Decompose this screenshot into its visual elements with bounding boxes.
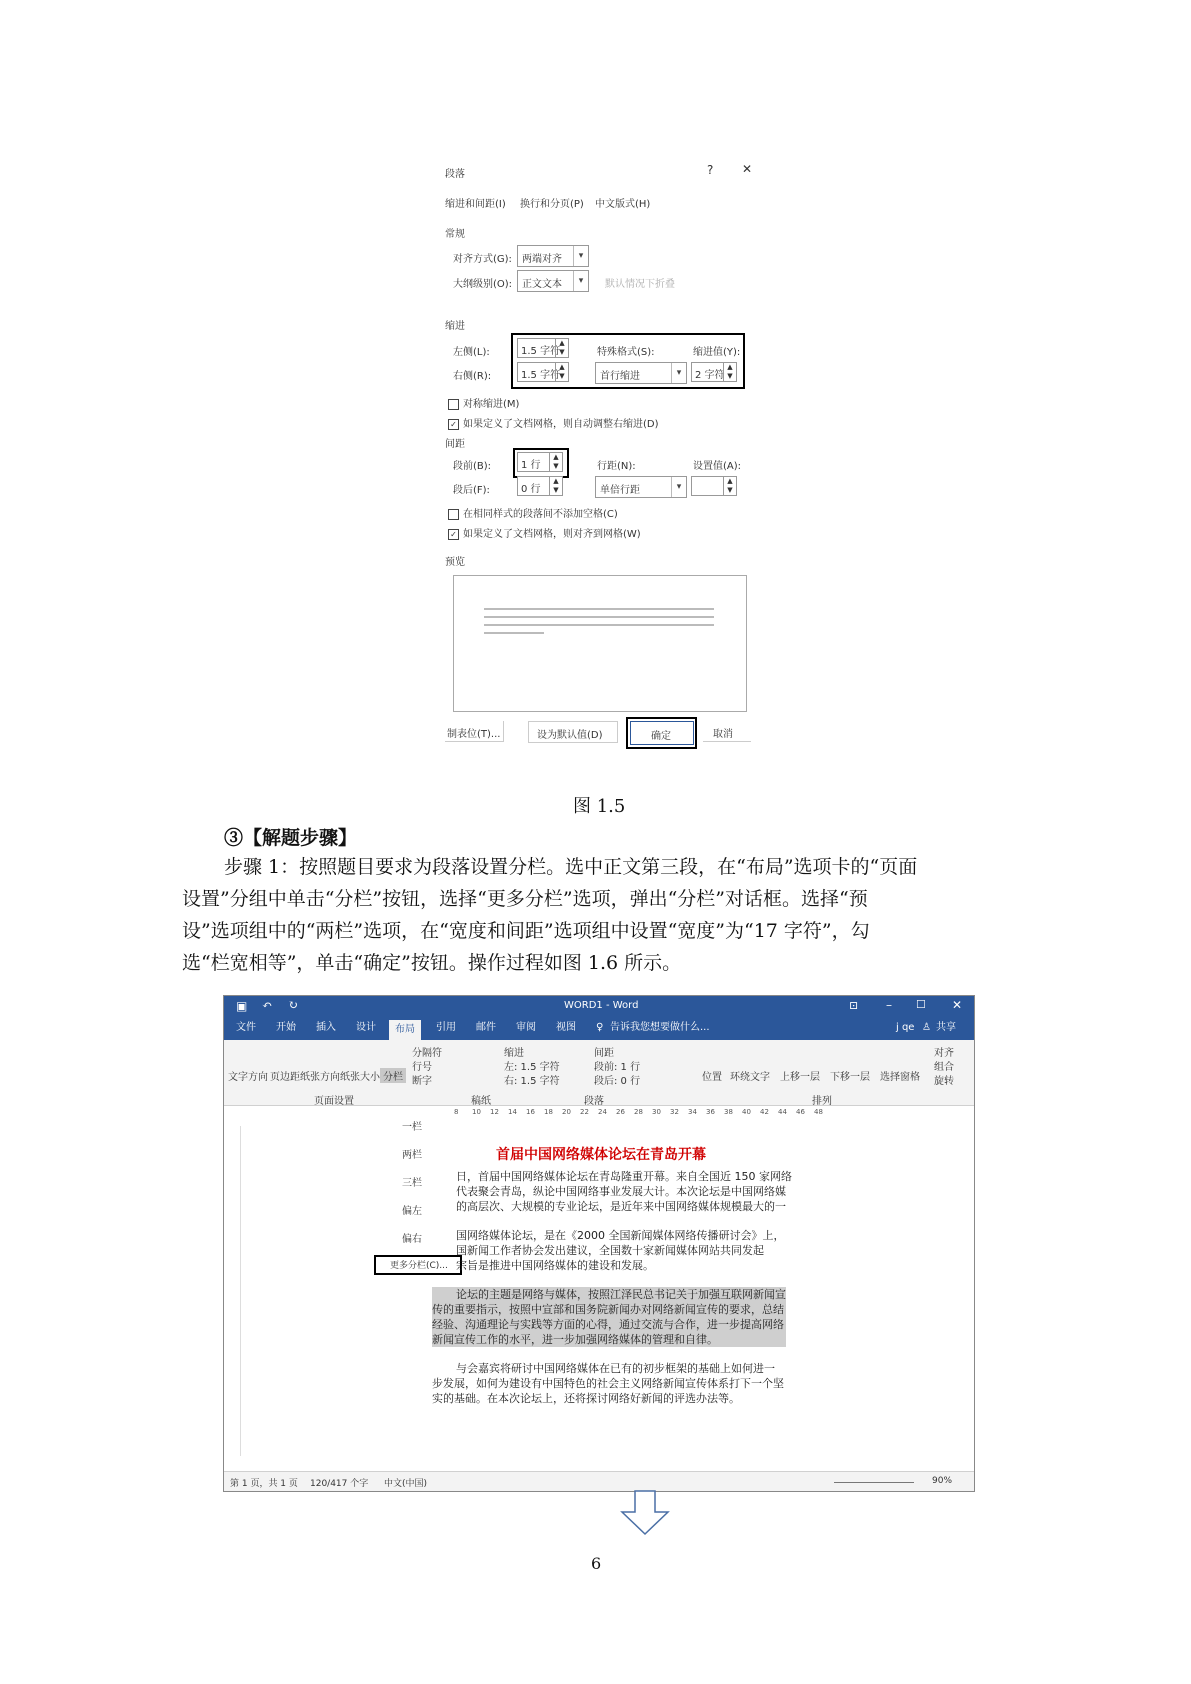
tab-layout[interactable]: 布局 xyxy=(389,1020,421,1040)
columns-right[interactable]: 偏右 xyxy=(402,1234,422,1245)
indent-left-field[interactable]: 左: 1.5 字符 xyxy=(504,1062,560,1073)
bring-forward-button[interactable]: 上移一层 xyxy=(780,1072,820,1083)
space-before-field[interactable]: 段前: 1 行 xyxy=(594,1062,641,1073)
doc-line: 论坛的主题是网络与媒体，按照江泽民总书记关于加强互联网新闻宣 xyxy=(456,1288,786,1301)
zoom-level[interactable]: 90% xyxy=(932,1476,953,1486)
ruler-tick-label: 10 xyxy=(472,1108,481,1116)
ruler-tick-label: 30 xyxy=(652,1108,661,1116)
breaks-button[interactable]: 分隔符 xyxy=(412,1048,442,1059)
doc-line: 实的基础。在本次论坛上，还将探讨网络好新闻的评选办法等。 xyxy=(432,1392,740,1405)
after-label: 段后(F): xyxy=(453,485,490,496)
chevron-down-icon: ▾ xyxy=(671,363,686,383)
user-name[interactable]: j qe xyxy=(896,1022,915,1033)
set-default-button[interactable] xyxy=(528,721,618,743)
indent-right-field[interactable]: 右: 1.5 字符 xyxy=(504,1076,560,1087)
before-highlight-box xyxy=(513,448,569,478)
status-page[interactable]: 第 1 页，共 1 页 xyxy=(230,1479,298,1489)
left-label: 左侧(L): xyxy=(453,347,490,358)
save-icon[interactable]: ▣ xyxy=(236,999,248,1013)
spinner-arrows-icon[interactable]: ▲ ▼ xyxy=(723,363,736,381)
more-columns-highlight-box xyxy=(374,1255,462,1275)
align-button[interactable]: 对齐 xyxy=(934,1048,954,1059)
no-space-label: 在相同样式的段落间不添加空格(C) xyxy=(463,509,618,520)
doc-line: 新闻宣传工作的水平，进一步加强网络媒体的管理和自律。 xyxy=(432,1333,718,1346)
mirror-label: 对称缩进(M) xyxy=(463,399,520,410)
spinner-arrows-icon[interactable]: ▲ ▼ xyxy=(549,453,562,471)
ruler-tick-label: 40 xyxy=(742,1108,751,1116)
special-value: 首行缩进 xyxy=(600,371,640,382)
align-select[interactable] xyxy=(517,245,589,267)
close-icon[interactable]: ✕ xyxy=(742,162,753,176)
preview-heading: 预览 xyxy=(445,557,465,568)
zoom-slider[interactable] xyxy=(834,1482,914,1483)
doc-line: 国网络媒体论坛，是在《2000 全国新闻媒体网络传播研讨会》上， xyxy=(456,1229,785,1242)
window-title: WORD1 - Word xyxy=(564,1000,639,1011)
right-label: 右侧(R): xyxy=(453,371,492,382)
redo-icon[interactable]: ↻ xyxy=(288,998,299,1012)
down-arrow-icon xyxy=(620,1490,670,1536)
ruler-tick-label: 20 xyxy=(562,1108,571,1116)
columns-menu xyxy=(374,1108,449,1273)
step1-paragraph xyxy=(182,851,1012,979)
share-button[interactable]: 共享 xyxy=(936,1022,956,1033)
ruler-tick-label: 32 xyxy=(670,1108,679,1116)
ok-highlight-box xyxy=(626,717,697,749)
spacing-heading: 间距 xyxy=(445,439,465,450)
lightbulb-icon: ♀ xyxy=(596,1022,604,1033)
before-label: 段前(B): xyxy=(453,461,492,472)
tab-insert[interactable]: 插入 xyxy=(316,1022,336,1033)
margins-button[interactable]: 页边距 xyxy=(270,1072,300,1083)
doc-line: 传的重要指示，按照中宣部和国务院新闻办对网络新闻宣传的要求，总结 xyxy=(432,1303,784,1316)
step1-line: 步骤 1：按照题目要求为段落设置分栏。选中正文第三段，在“布局”选项卡的“页面 xyxy=(224,856,918,878)
send-backward-button[interactable]: 下移一层 xyxy=(830,1072,870,1083)
status-words[interactable]: 120/417 个字 xyxy=(310,1479,369,1489)
ruler-tick-label: 38 xyxy=(724,1108,733,1116)
columns-button[interactable]: 分栏 xyxy=(380,1068,406,1083)
after-value: 0 行 xyxy=(521,484,541,495)
tab-mailings[interactable]: 邮件 xyxy=(476,1022,496,1033)
indent-heading: 缩进 xyxy=(445,321,465,332)
section-heading: ③【解题步骤】 xyxy=(224,827,358,849)
doc-line: 国新闻工作者协会发出建议，全国数十家新闻媒体网站共同发起 xyxy=(456,1244,764,1257)
undo-icon[interactable]: ↶ xyxy=(262,998,273,1012)
indent-by-label: 缩进值(Y): xyxy=(693,347,741,358)
group-page-setup: 页面设置 xyxy=(314,1096,354,1107)
indent-highlight-box xyxy=(511,333,745,389)
doc-line: 代表聚会青岛，纵论中国网络事业发展大计。本次论坛是中国网络媒 xyxy=(456,1185,786,1198)
preview-text-line xyxy=(484,624,714,626)
right-indent-value: 1.5 字符 xyxy=(521,370,561,381)
ruler-tick-label: 18 xyxy=(544,1108,553,1116)
at-label: 设置值(A): xyxy=(693,461,742,472)
align-label: 对齐方式(G): xyxy=(453,254,512,265)
page-number: 6 xyxy=(591,1554,602,1573)
ruler-tick-label: 22 xyxy=(580,1108,589,1116)
ribbon-display-icon[interactable]: ⊡ xyxy=(849,999,859,1012)
special-label: 特殊格式(S): xyxy=(597,347,655,358)
group-button[interactable]: 组合 xyxy=(934,1062,954,1073)
preview-text-line xyxy=(484,616,714,618)
orientation-button[interactable]: 纸张方向 xyxy=(300,1072,340,1083)
wrap-text-button[interactable]: 环绕文字 xyxy=(730,1072,770,1083)
columns-two[interactable]: 两栏 xyxy=(402,1150,422,1161)
preview-text-line xyxy=(484,608,714,610)
chevron-down-icon: ▾ xyxy=(573,246,588,266)
group-arrange: 排列 xyxy=(812,1096,832,1107)
tabs-button[interactable] xyxy=(445,721,504,742)
horizontal-ruler xyxy=(454,1108,824,1122)
outline-value: 正文文本 xyxy=(522,279,562,290)
doc-line: 与会嘉宾将研讨中国网络媒体在已有的初步框架的基础上如何进一 xyxy=(456,1362,775,1375)
spinner-arrows-icon[interactable]: ▲ ▼ xyxy=(555,339,568,357)
doc-line: 经验、沟通理论与实践等方面的心得，通过交流与合作，进一步提高网络 xyxy=(432,1318,784,1331)
checkbox-icon xyxy=(448,399,459,410)
ruler-tick-label: 12 xyxy=(490,1108,499,1116)
selection-pane-button[interactable]: 选择窗格 xyxy=(880,1072,920,1083)
ruler-tick-label: 26 xyxy=(616,1108,625,1116)
left-indent-value: 1.5 字符 xyxy=(521,346,561,357)
chevron-down-icon: ▾ xyxy=(573,271,588,291)
doc-para-4 xyxy=(432,1361,784,1406)
text-direction-button[interactable]: 文字方向 xyxy=(228,1072,268,1083)
ruler-tick-label: 24 xyxy=(598,1108,607,1116)
tell-me-search[interactable]: 告诉我您想要做什么... xyxy=(610,1022,710,1033)
doc-line: 宗旨是推进中国网络媒体的建设和发展。 xyxy=(456,1259,654,1272)
title-bar xyxy=(224,996,974,1018)
columns-one[interactable]: 一栏 xyxy=(402,1122,422,1133)
snap-grid-label: 如果定义了文档网格，则对齐到网格(W) xyxy=(463,529,641,540)
line-spacing-label: 行距(N): xyxy=(597,461,636,472)
word-window xyxy=(223,995,975,1492)
before-value: 1 行 xyxy=(521,460,541,471)
step1-line: 选“栏宽相等”，单击“确定”按钮。操作过程如图 1.6 所示。 xyxy=(182,952,682,974)
rotate-button[interactable]: 旋转 xyxy=(934,1076,954,1087)
columns-left[interactable]: 偏左 xyxy=(402,1206,422,1217)
tab-references[interactable]: 引用 xyxy=(436,1022,456,1033)
spinner-arrows-icon[interactable]: ▲ ▼ xyxy=(555,363,568,381)
doc-para-1 xyxy=(456,1169,792,1214)
space-after-field[interactable]: 段后: 0 行 xyxy=(594,1076,641,1087)
mirror-checkbox[interactable] xyxy=(448,395,519,410)
doc-para-2 xyxy=(456,1228,785,1273)
preview-text-line xyxy=(484,632,544,634)
size-button[interactable]: 纸张大小 xyxy=(340,1072,380,1083)
tab-line-page-breaks[interactable]: 换行和分页(P) xyxy=(520,199,584,210)
spacing-label: 间距 xyxy=(594,1048,614,1059)
auto-indent-label: 如果定义了文档网格，则自动调整右缩进(D) xyxy=(463,419,659,430)
line-numbers-button[interactable]: 行号 xyxy=(412,1062,432,1073)
dialog-title: 段落 xyxy=(445,169,465,180)
align-value: 两端对齐 xyxy=(522,254,562,265)
status-bar xyxy=(224,1471,974,1492)
step1-line: 设”选项组中的“两栏”选项，在“宽度和间距”选项组中设置“宽度”为“17 字符”，勾 xyxy=(182,920,870,942)
chevron-down-icon: ▾ xyxy=(671,477,686,497)
spinner-arrows-icon[interactable]: ▲ ▼ xyxy=(723,477,736,495)
ruler-tick-label: 16 xyxy=(526,1108,535,1116)
at-spinner[interactable] xyxy=(691,476,737,496)
tab-asian-typography[interactable]: 中文版式(H) xyxy=(595,199,651,210)
cancel-button[interactable] xyxy=(703,721,751,742)
ruler-tick-label: 42 xyxy=(760,1108,769,1116)
group-draft: 稿纸 xyxy=(471,1096,491,1107)
indent-by-value: 2 字符 xyxy=(695,370,725,381)
general-heading: 常规 xyxy=(445,229,465,240)
more-columns[interactable]: 更多分栏(C)... xyxy=(390,1261,448,1271)
after-spinner[interactable] xyxy=(517,476,563,496)
doc-line: 的高层次、大规模的专业论坛，是近年来中国网络媒体规模最大的一 xyxy=(456,1200,786,1213)
doc-line: 日，首届中国网络媒体论坛在青岛隆重开幕。来自全国近 150 家网络 xyxy=(456,1170,792,1183)
ruler-tick-label: 8 xyxy=(454,1108,459,1116)
ruler-tick-label: 44 xyxy=(778,1108,787,1116)
no-space-checkbox[interactable] xyxy=(448,505,618,520)
set-default-label: 设为默认值(D) xyxy=(537,730,603,741)
line-spacing-select[interactable] xyxy=(595,476,687,498)
maximize-icon[interactable]: ☐ xyxy=(916,998,926,1011)
position-button[interactable]: 位置 xyxy=(702,1072,722,1083)
help-icon[interactable]: ? xyxy=(707,163,714,177)
checkbox-checked-icon: ✓ xyxy=(448,529,459,540)
cancel-button-label: 取消 xyxy=(713,729,733,740)
minimize-icon[interactable]: – xyxy=(886,998,892,1012)
tab-bar xyxy=(224,1018,974,1040)
close-icon[interactable]: ✕ xyxy=(952,998,963,1012)
ok-button-label: 确定 xyxy=(651,731,671,742)
columns-three[interactable]: 三栏 xyxy=(402,1178,422,1189)
ruler-tick-label: 36 xyxy=(706,1108,715,1116)
tab-home[interactable]: 开始 xyxy=(276,1022,296,1033)
snap-grid-checkbox[interactable] xyxy=(448,525,641,540)
outline-label: 大纲级别(O): xyxy=(453,279,513,290)
tab-indent-spacing[interactable]: 缩进和间距(I) xyxy=(445,199,506,210)
step1-line: 设置”分组中单击“分栏”按钮，选择“更多分栏”选项，弹出“分栏”对话框。选择“预 xyxy=(182,888,868,910)
indent-label: 缩进 xyxy=(504,1048,524,1059)
group-paragraph: 段落 xyxy=(584,1096,604,1107)
tabs-button-label: 制表位(T)... xyxy=(447,729,501,740)
checkbox-icon xyxy=(448,509,459,520)
preview-pane xyxy=(453,575,747,712)
ruler-tick-label: 28 xyxy=(634,1108,643,1116)
ruler-tick-label: 46 xyxy=(796,1108,805,1116)
ruler-tick-label: 14 xyxy=(508,1108,517,1116)
tab-view[interactable]: 视图 xyxy=(556,1022,576,1033)
ruler-tick-label: 48 xyxy=(814,1108,823,1116)
status-language[interactable]: 中文(中国) xyxy=(384,1479,428,1489)
line-spacing-value: 单倍行距 xyxy=(600,485,640,496)
doc-para-3-selected xyxy=(432,1287,786,1347)
tab-file[interactable]: 文件 xyxy=(236,1022,256,1033)
tab-review[interactable]: 审阅 xyxy=(516,1022,536,1033)
share-icon[interactable]: ♙ xyxy=(922,1022,931,1033)
ruler-tick-label: 34 xyxy=(688,1108,697,1116)
checkbox-checked-icon: ✓ xyxy=(448,419,459,430)
collapsed-label: 默认情况下折叠 xyxy=(605,279,675,290)
hyphenation-button[interactable]: 断字 xyxy=(412,1076,432,1087)
paragraph-dialog xyxy=(445,155,765,755)
doc-title: 首届中国网络媒体论坛在青岛开幕 xyxy=(496,1147,706,1163)
figure-caption: 图 1.5 xyxy=(573,796,626,817)
ribbon xyxy=(224,1040,974,1106)
doc-line: 步发展，如何为建设有中国特色的社会主义网络新闻宣传体系打下一个坚 xyxy=(432,1377,784,1390)
outline-select[interactable] xyxy=(517,270,589,292)
auto-indent-checkbox[interactable] xyxy=(448,415,659,430)
vertical-ruler xyxy=(230,1126,241,1456)
spinner-arrows-icon[interactable]: ▲ ▼ xyxy=(549,477,562,495)
tab-design[interactable]: 设计 xyxy=(356,1022,376,1033)
